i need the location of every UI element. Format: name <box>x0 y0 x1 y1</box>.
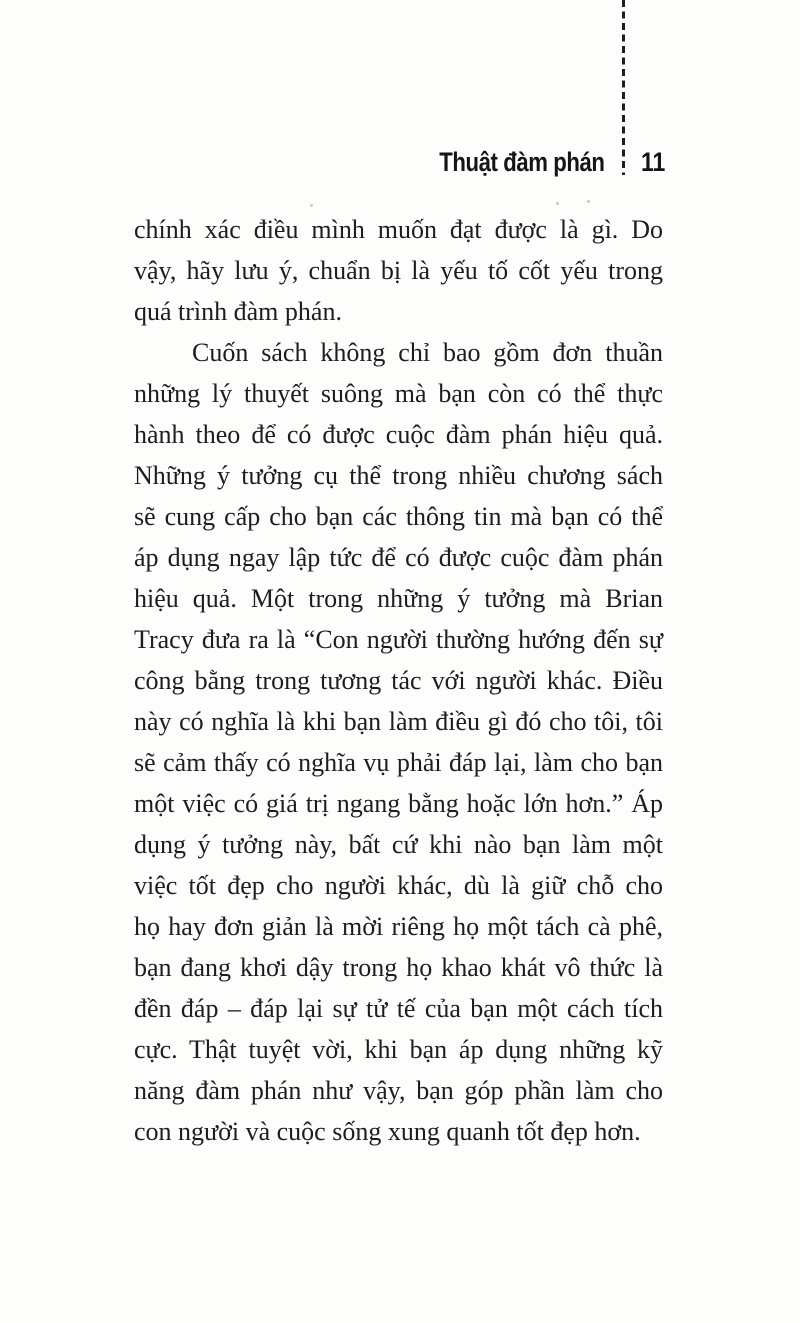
scan-speck <box>556 202 559 205</box>
text-line: chính xác điều mình muốn đạt được là gì. Do <box>134 215 663 244</box>
page-number: 11 <box>641 147 666 177</box>
text-line: Những ý tưởng cụ thể trong nhiều chương sách <box>134 461 663 490</box>
paragraph-1 <box>134 209 663 332</box>
text-line: sẽ cung cấp cho bạn các thông tin mà bạn có thể <box>134 502 663 531</box>
paragraph-2 <box>134 332 663 1152</box>
text-line: hiệu quả. Một trong những ý tưởng mà Brian <box>134 584 663 613</box>
text-line: việc tốt đẹp cho người khác, dù là giữ chỗ cho <box>134 871 663 900</box>
text-line: một việc có giá trị ngang bằng hoặc lớn hơn.” Áp <box>134 789 663 818</box>
text-line: này có nghĩa là khi bạn làm điều gì đó cho tôi, tôi <box>134 707 663 736</box>
text-line: năng đàm phán như vậy, bạn góp phần làm cho <box>134 1076 663 1105</box>
text-line: vậy, hãy lưu ý, chuẩn bị là yếu tố cốt yếu trong <box>134 256 663 285</box>
text-line: hành theo để có được cuộc đàm phán hiệu quả. <box>134 420 663 449</box>
text-line: quá trình đàm phán. <box>134 297 342 326</box>
header-dashed-divider <box>622 0 625 175</box>
scan-speck <box>310 204 313 207</box>
text-line: dụng ý tưởng này, bất cứ khi nào bạn làm một <box>134 830 663 859</box>
running-title: Thuật đàm phán <box>438 147 604 177</box>
text-line: bạn đang khơi dậy trong họ khao khát vô thức là <box>134 953 663 982</box>
text-line: con người và cuộc sống xung quanh tốt đẹp hơn. <box>134 1117 641 1146</box>
scan-speck <box>587 200 590 203</box>
text-line: công bằng trong tương tác với người khác. Điều <box>134 666 663 695</box>
page-body <box>134 209 663 1152</box>
text-line: Cuốn sách không chỉ bao gồm đơn thuần <box>192 338 663 367</box>
text-line: sẽ cảm thấy có nghĩa vụ phải đáp lại, làm cho bạn <box>134 748 663 777</box>
text-line: áp dụng ngay lập tức để có được cuộc đàm phán <box>134 543 663 572</box>
text-line: họ hay đơn giản là mời riêng họ một tách cà phê, <box>134 912 663 941</box>
text-line: cực. Thật tuyệt vời, khi bạn áp dụng những kỹ <box>134 1035 663 1064</box>
text-line: những lý thuyết suông mà bạn còn có thể thực <box>134 379 663 408</box>
text-line: đền đáp – đáp lại sự tử tế của bạn một cách tích <box>134 994 663 1023</box>
text-line: Tracy đưa ra là “Con người thường hướng đến sự <box>134 625 663 654</box>
